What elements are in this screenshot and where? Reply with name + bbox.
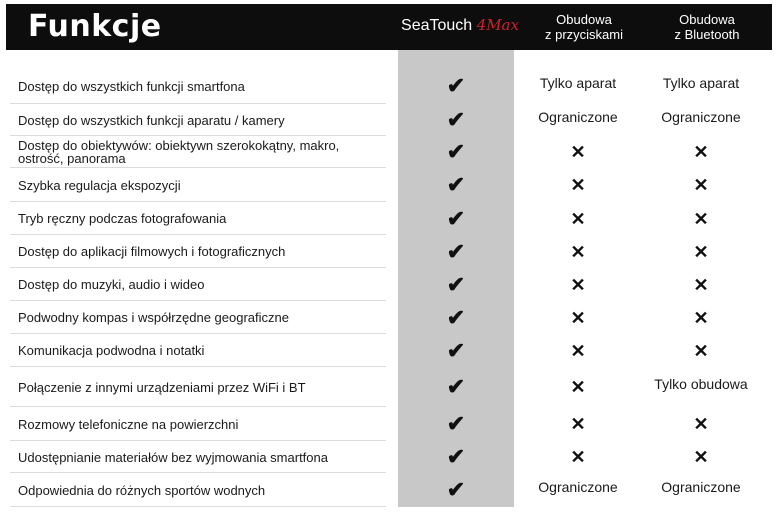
check-icon: ✔ — [446, 172, 466, 197]
column-header-bluetooth — [646, 12, 768, 42]
table-row — [10, 104, 762, 136]
cross-icon: ✕ — [570, 274, 586, 295]
table-row — [10, 68, 762, 104]
feature-cell-c1 — [398, 446, 514, 469]
feature-cell-c3 — [640, 415, 762, 435]
feature-cell-c3 — [640, 342, 762, 362]
feature-cell-c1 — [398, 141, 514, 164]
feature-cell-c1 — [398, 304, 514, 330]
feature-cell-c1 — [398, 174, 514, 197]
cross-icon: ✕ — [570, 447, 586, 467]
cross-icon: ✕ — [693, 307, 709, 328]
feature-cell-c2 — [516, 276, 640, 296]
feature-label: Komunikacja podwodna i notatki — [18, 343, 205, 358]
check-icon: ✔ — [446, 205, 466, 231]
check-icon: ✔ — [446, 477, 466, 502]
brand-logo — [398, 16, 522, 35]
feature-cell-c1 — [398, 479, 514, 502]
cross-icon: ✕ — [693, 142, 709, 162]
table-row — [10, 407, 762, 441]
feature-cell-c1 — [398, 337, 514, 363]
check-icon: ✔ — [446, 139, 466, 164]
feature-cell-c3 — [640, 276, 762, 296]
feature-label: Dostęp do aplikacji filmowych i fotograficznych — [18, 244, 286, 259]
feature-label: Połączenie z innymi urządzeniami przez WiFi i BT — [18, 379, 306, 395]
column-header-bluetooth-text: Obudowa z Bluetooth — [674, 12, 740, 42]
table-header — [6, 4, 772, 50]
table-row — [10, 441, 762, 473]
table-row — [10, 235, 762, 268]
cross-icon: ✕ — [693, 447, 709, 467]
column-header-buttons-text: Obudowa z przyciskami — [544, 12, 623, 42]
brand-max: Max — [486, 16, 519, 34]
feature-cell-c3: Tylko aparat — [662, 75, 740, 91]
page-title: Funkcje — [28, 9, 162, 44]
feature-cell-c1 — [398, 109, 514, 132]
feature-label: Dostęp do wszystkich funkcji aparatu / kamery — [18, 112, 285, 128]
check-icon: ✔ — [446, 444, 466, 469]
feature-label: Dostęp do wszystkich funkcji smartfona — [18, 78, 245, 94]
cross-icon: ✕ — [570, 414, 586, 434]
cross-icon: ✕ — [693, 241, 709, 262]
feature-cell-c2 — [516, 342, 640, 362]
check-icon: ✔ — [446, 337, 466, 363]
cross-icon: ✕ — [570, 340, 586, 361]
feature-label: Tryb ręczny podczas fotografowania — [18, 211, 227, 226]
table-row — [10, 202, 762, 235]
feature-cell-c2 — [516, 176, 640, 196]
cross-icon: ✕ — [570, 307, 586, 328]
feature-cell-c2: Tylko aparat — [539, 75, 617, 91]
feature-cell-c2 — [516, 243, 640, 263]
feature-cell-c1 — [398, 376, 514, 399]
feature-cell-c3 — [640, 210, 762, 230]
feature-cell-c3 — [640, 243, 762, 263]
table-row — [10, 168, 762, 202]
cross-icon: ✕ — [570, 142, 586, 162]
feature-cell-c2 — [516, 415, 640, 435]
brand-name: SeaTouch — [401, 17, 473, 34]
feature-cell-c3 — [640, 309, 762, 329]
feature-cell-c3: Ograniczone — [661, 479, 741, 495]
cross-icon: ✕ — [570, 175, 586, 195]
feature-cell-c2 — [516, 210, 640, 230]
feature-cell-c1 — [398, 75, 514, 98]
feature-cell-c2 — [516, 448, 640, 468]
feature-label: Odpowiednia do różnych sportów wodnych — [18, 482, 266, 498]
feature-cell-c2 — [516, 309, 640, 329]
cross-icon: ✕ — [693, 340, 709, 361]
feature-cell-c1 — [398, 205, 514, 231]
feature-cell-c2 — [516, 143, 640, 163]
feature-cell-c1 — [398, 238, 514, 264]
cross-icon: ✕ — [570, 241, 586, 262]
check-icon: ✔ — [446, 73, 466, 98]
feature-cell-c1 — [398, 271, 514, 297]
table-row — [10, 268, 762, 301]
feature-cell-c2: Ograniczone — [538, 479, 618, 495]
feature-cell-c3 — [640, 143, 762, 163]
feature-cell-c3: Ograniczone — [661, 109, 741, 125]
feature-cell-c3 — [640, 448, 762, 468]
column-header-buttons — [522, 12, 646, 42]
check-icon: ✔ — [446, 238, 466, 264]
cross-icon: ✕ — [693, 274, 709, 295]
check-icon: ✔ — [446, 107, 466, 132]
feature-cell-c3 — [640, 176, 762, 196]
cross-icon: ✕ — [693, 175, 709, 195]
feature-label: Dostęp do muzyki, audio i wideo — [18, 277, 205, 292]
row-divider — [10, 506, 386, 507]
feature-cell-c1 — [398, 413, 514, 436]
check-icon: ✔ — [446, 374, 466, 399]
cross-icon: ✕ — [693, 414, 709, 434]
check-icon: ✔ — [446, 304, 466, 330]
feature-cell-c2: Ograniczone — [538, 109, 618, 125]
feature-cell-c3: Tylko obudowa — [654, 376, 748, 392]
table-row — [10, 367, 762, 407]
table-row — [10, 301, 762, 334]
check-icon: ✔ — [446, 271, 466, 297]
table-row — [10, 136, 762, 168]
feature-label: Rozmowy telefoniczne na powierzchni — [18, 416, 239, 432]
feature-label: Dostęp do obiektywów: obiektywn szerokokątny, makro, ostrość, panorama — [18, 138, 340, 166]
feature-cell-c2 — [516, 378, 640, 398]
table-row — [10, 473, 762, 507]
feature-label: Podwodny kompas i współrzędne geograficzne — [18, 310, 289, 325]
cross-icon: ✕ — [693, 208, 709, 229]
check-icon: ✔ — [446, 411, 466, 436]
feature-label: Udostępnianie materiałów bez wyjmowania smartfona — [18, 449, 328, 465]
feature-label: Szybka regulacja ekspozycji — [18, 177, 181, 193]
cross-icon: ✕ — [570, 208, 586, 229]
table-row — [10, 334, 762, 367]
cross-icon: ✕ — [570, 377, 586, 397]
brand-suffix: 4 — [476, 16, 487, 34]
